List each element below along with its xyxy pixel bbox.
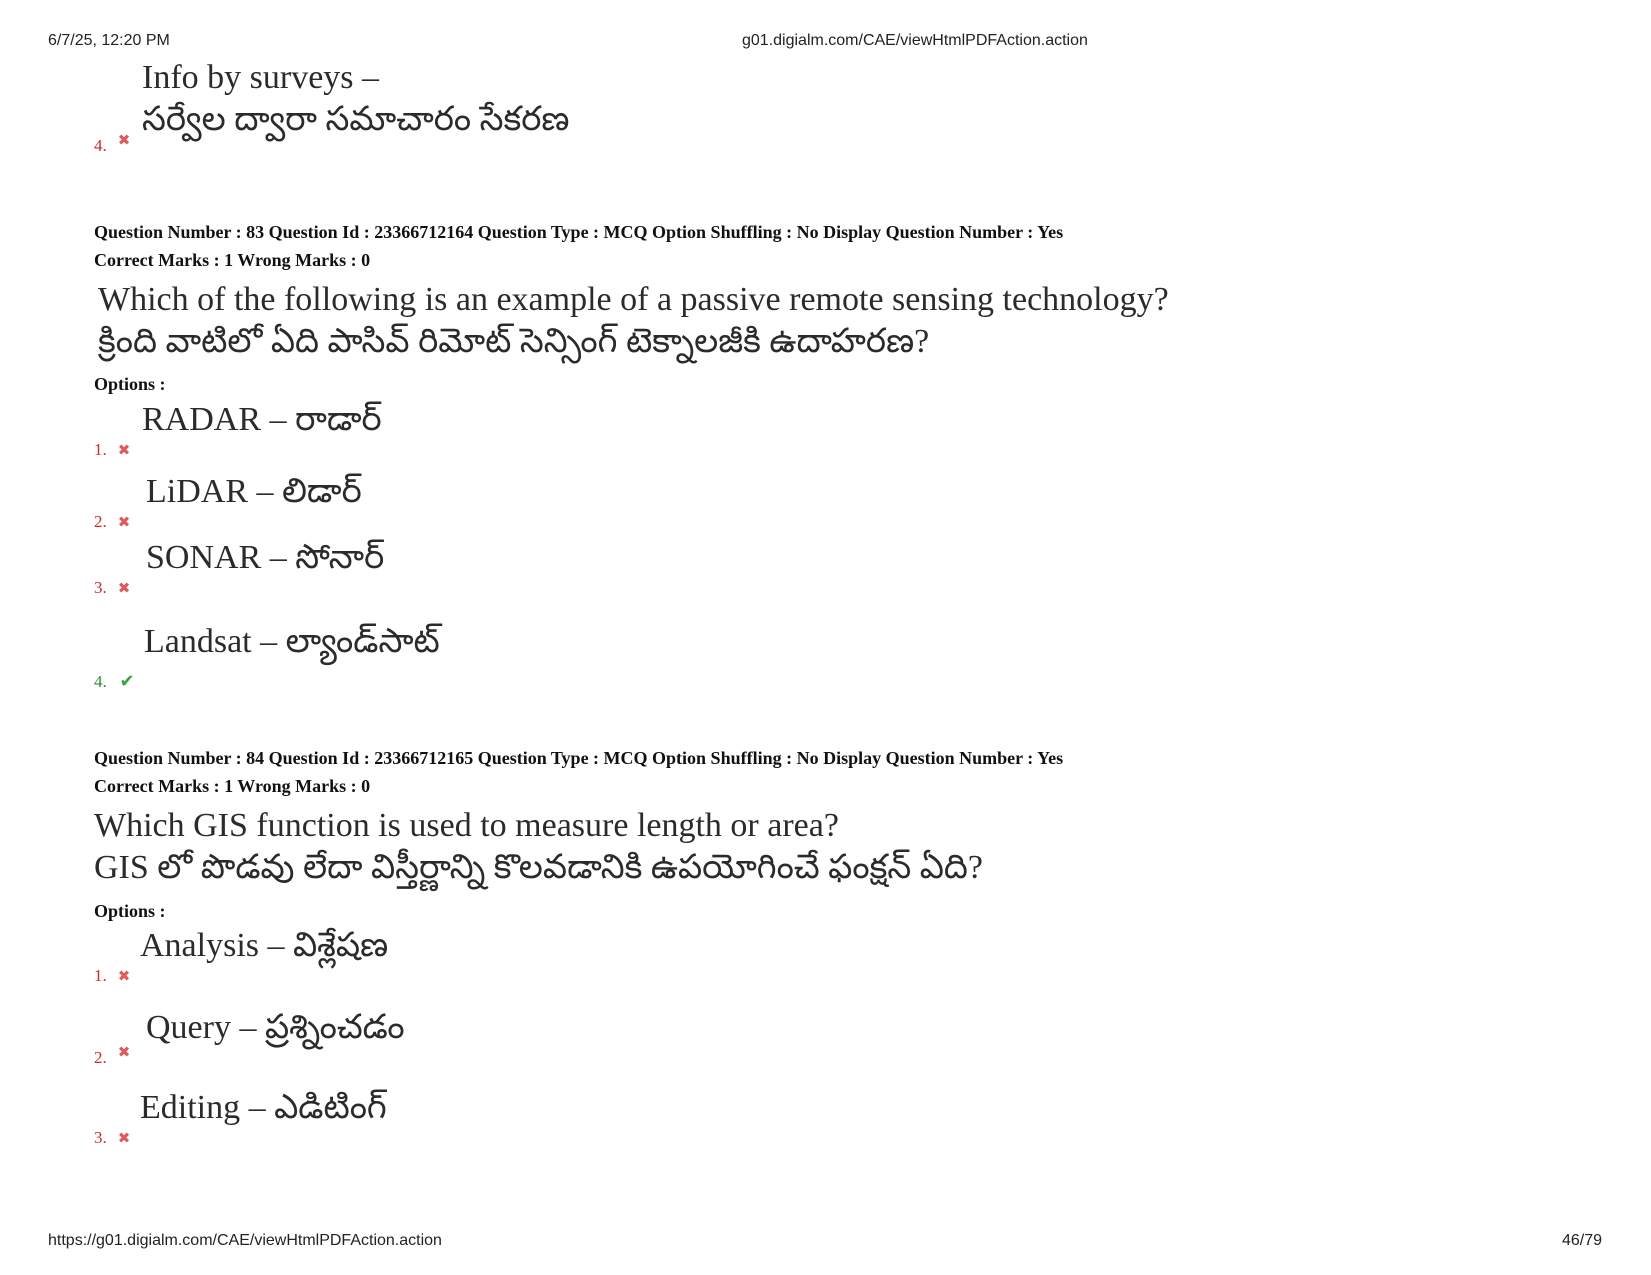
print-url: g01.digialm.com/CAE/viewHtmlPDFAction.action <box>742 32 1088 49</box>
option-text: SONAR – సోనార్ <box>146 539 385 576</box>
cross-icon: ✖ <box>117 441 131 459</box>
option-text: Query – ప్రశ్నించడం <box>146 1009 405 1046</box>
option-number: 4. <box>94 136 107 155</box>
print-datetime: 6/7/25, 12:20 PM <box>48 32 170 49</box>
option-number: 1. <box>94 966 107 985</box>
q83-option-3 <box>94 538 794 598</box>
q83-meta: Question Number : 83 Question Id : 23366712164 Question Type : MCQ Option Shuffling : No Display Question Number : Yes <box>94 222 1064 242</box>
cross-icon: ✖ <box>117 131 131 149</box>
option-number: 2. <box>94 1048 107 1067</box>
option-text: LiDAR – లిడార్ <box>146 473 362 510</box>
q84-option-2 <box>94 1008 794 1068</box>
q83-options-label: Options : <box>94 374 166 394</box>
q83-text-en: Which of the following is an example of a passive remote sensing technology? <box>98 281 1169 318</box>
q84-options-label: Options : <box>94 901 166 921</box>
footer-url: https://g01.digialm.com/CAE/viewHtmlPDFAction.action <box>48 1232 442 1249</box>
cross-icon: ✖ <box>117 513 131 531</box>
cross-icon: ✖ <box>117 967 131 985</box>
check-icon: ✔ <box>119 671 135 692</box>
q83-text-te: క్రింది వాటిలో ఏది పాసివ్ రిమోట్ సెన్సింగ్ టెక్నాలజీకి ఉదాహరణ? <box>98 323 930 360</box>
option-number: 3. <box>94 1128 107 1147</box>
q83-option-1 <box>94 400 794 460</box>
q84-meta: Question Number : 84 Question Id : 23366712165 Question Type : MCQ Option Shuffling : No Display Question Number : Yes <box>94 748 1064 768</box>
option-number: 1. <box>94 440 107 459</box>
prev-option-4 <box>94 58 794 158</box>
cross-icon: ✖ <box>117 1043 131 1061</box>
option-number: 2. <box>94 512 107 531</box>
cross-icon: ✖ <box>117 1129 131 1147</box>
q84-text-te: GIS లో పొడవు లేదా విస్తీర్ణాన్ని కొలవడానికి ఉపయోగించే ఫంక్షన్ ఏది? <box>94 849 983 886</box>
option-text: Analysis – విశ్లేషణ <box>140 927 389 964</box>
option-text: Editing – ఎడిటింగ్ <box>140 1089 387 1126</box>
page-number: 46/79 <box>1562 1232 1603 1249</box>
q84-option-1 <box>94 926 794 986</box>
option-number: 3. <box>94 578 107 597</box>
option-text: Landsat – ల్యాండ్‌సాట్ <box>144 623 440 660</box>
option-number: 4. <box>94 672 107 691</box>
q83-marks: Correct Marks : 1 Wrong Marks : 0 <box>94 250 371 270</box>
q83-option-4 <box>94 622 794 692</box>
q83-option-2 <box>94 472 794 532</box>
q84-text-en: Which GIS function is used to measure length or area? <box>94 807 839 844</box>
cross-icon: ✖ <box>117 579 131 597</box>
option-text: RADAR – రాడార్ <box>142 401 382 438</box>
q84-marks: Correct Marks : 1 Wrong Marks : 0 <box>94 776 371 796</box>
prev-option-line2: సర్వేల ద్వారా సమాచారం సేకరణ <box>142 101 570 138</box>
q84-option-3 <box>94 1088 794 1148</box>
prev-option-line1: Info by surveys – <box>142 59 380 96</box>
